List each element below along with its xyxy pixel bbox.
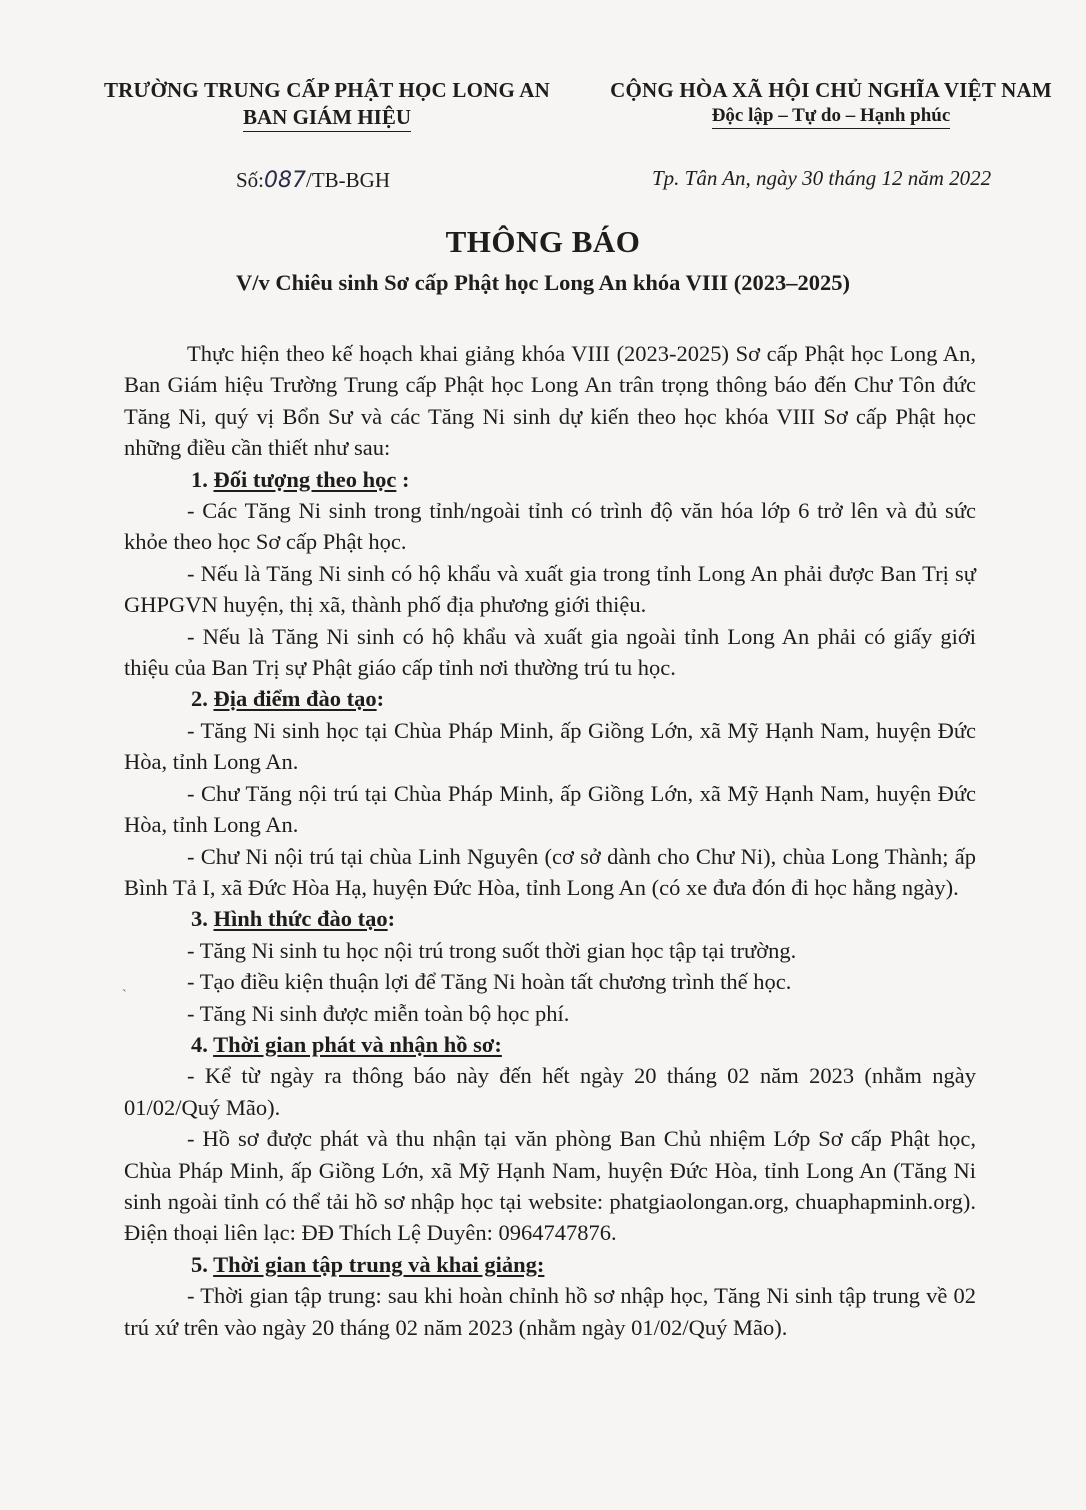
section-item: - Các Tăng Ni sinh trong tỉnh/ngoài tỉnh có trình độ văn hóa lớp 6 trở lên và đủ sức khỏe theo học Sơ cấp Phật học. <box>124 498 976 555</box>
national-title: CỘNG HÒA XÃ HỘI CHỦ NGHĨA VIỆT NAM <box>610 78 1052 102</box>
section-item: - Tăng Ni sinh học tại Chùa Pháp Minh, ấp Giồng Lớn, xã Mỹ Hạnh Nam, huyện Đức Hòa, tỉnh Long An. <box>124 717 976 775</box>
section-item: - Tăng Ni sinh được miễn toàn bộ học phí. <box>187 1000 570 1026</box>
section-heading <box>124 1249 976 1280</box>
section-heading <box>124 464 976 495</box>
section-number: 2. <box>191 686 208 712</box>
document-subtitle: V/v Chiêu sinh Sơ cấp Phật học Long An khóa VIII (2023–2025) <box>235 270 851 295</box>
section-item: - Nếu là Tăng Ni sinh có hộ khẩu và xuất gia trong tỉnh Long An phải được Ban Trị sự GHPGVN huyện, thị xã, thành phố địa phương giới thiệu. <box>124 560 976 618</box>
issuing-organization <box>82 78 572 132</box>
section-number: 4. <box>191 1031 208 1057</box>
section-heading <box>124 1029 976 1060</box>
section-title: Thời gian tập trung và khai giảng: <box>213 1251 545 1277</box>
org-department: BAN GIÁM HIỆU <box>243 105 411 132</box>
section-number: 5. <box>191 1251 208 1277</box>
section-title: Hình thức đào tạo <box>213 906 388 932</box>
section-item: - Thời gian tập trung: sau khi hoàn chỉnh hồ sơ nhập học, Tăng Ni sinh tập trung về 02 trú xứ trên vào ngày 20 tháng 02 năm 2023 (nhằm ngày 01/02/Quý Mão). <box>124 1283 976 1340</box>
section-item: - Kể từ ngày ra thông báo này đến hết ngày 20 tháng 02 năm 2023 (nhằm ngày 01/02/Quý Mão). <box>124 1063 976 1120</box>
org-name: TRƯỜNG TRUNG CẤP PHẬT HỌC LONG AN <box>103 78 551 102</box>
section-item: - Chư Tăng nội trú tại Chùa Pháp Minh, ấp Giồng Lớn, xã Mỹ Hạnh Nam, huyện Đức Hòa, tỉnh Long An. <box>124 780 976 838</box>
doc-number-suffix: /TB-BGH <box>306 168 391 192</box>
section-title: Đối tượng theo học <box>213 466 397 492</box>
section-item: - Nếu là Tăng Ni sinh có hộ khẩu và xuất gia ngoài tỉnh Long An phải có giấy giới thiệu của Ban Trị sự Phật giáo cấp tỉnh nơi thường trú tu học. <box>124 623 976 681</box>
section-title: Địa điểm đào tạo <box>213 686 377 712</box>
section-item: - Chư Ni nội trú tại chùa Linh Nguyên (cơ sở dành cho Chư Ni), chùa Long Thành; ấp Bình Tả I, xã Đức Hòa Hạ, huyện Đức Hòa, tỉnh Long An (có xe đưa đón đi học hằng ngày). <box>124 843 976 900</box>
doc-number-handwritten: 087 <box>264 168 307 193</box>
section-item: - Hồ sơ được phát và thu nhận tại văn phòng Ban Chủ nhiệm Lớp Sơ cấp Phật học, Chùa Pháp Minh, ấp Giồng Lớn, xã Mỹ Hạnh Nam, huyện Đức Hòa, tỉnh Long An (Tăng Ni sinh ngoài tỉnh có thể tải hồ sơ nhập học tại website: phatgiaolongan.org, chuaphapminh.org). Điện thoại liên lạc: ĐĐ Thích Lệ Duyên: 0964747876. <box>124 1126 976 1246</box>
section-title-suffix: : <box>376 686 385 712</box>
section-heading <box>124 903 976 934</box>
national-motto: Độc lập – Tự do – Hạnh phúc <box>712 105 951 129</box>
doc-number-prefix: Số: <box>236 168 265 192</box>
document-number <box>236 168 390 193</box>
scan-speck: ˋ <box>122 988 127 1003</box>
section-heading <box>124 683 976 714</box>
document-title: THÔNG BÁO <box>445 224 641 259</box>
document-body <box>124 338 976 1343</box>
section-number: 3. <box>191 906 208 932</box>
section-title-suffix: : <box>396 466 410 492</box>
section-number: 1. <box>191 466 208 492</box>
place-and-date: Tp. Tân An, ngày 30 tháng 12 năm 2022 <box>652 166 992 190</box>
section-title-suffix: : <box>387 906 396 932</box>
intro-paragraph: Thực hiện theo kế hoạch khai giảng khóa VIII (2023-2025) Sơ cấp Phật học Long An, Ban Giám hiệu Trường Trung cấp Phật học Long An trân trọng thông báo đến Chư Tôn đức Tăng Ni, quý vị Bổn Sư và các Tăng Ni sinh dự kiến theo học khóa VIII Sơ cấp Phật học những điều cần thiết như sau: <box>124 341 976 461</box>
national-header <box>592 78 1070 129</box>
section-item: - Tăng Ni sinh tu học nội trú trong suốt thời gian học tập tại trường. <box>187 937 797 963</box>
section-item: - Tạo điều kiện thuận lợi để Tăng Ni hoàn tất chương trình thế học. <box>187 969 792 995</box>
section-title: Thời gian phát và nhận hồ sơ: <box>213 1031 502 1057</box>
